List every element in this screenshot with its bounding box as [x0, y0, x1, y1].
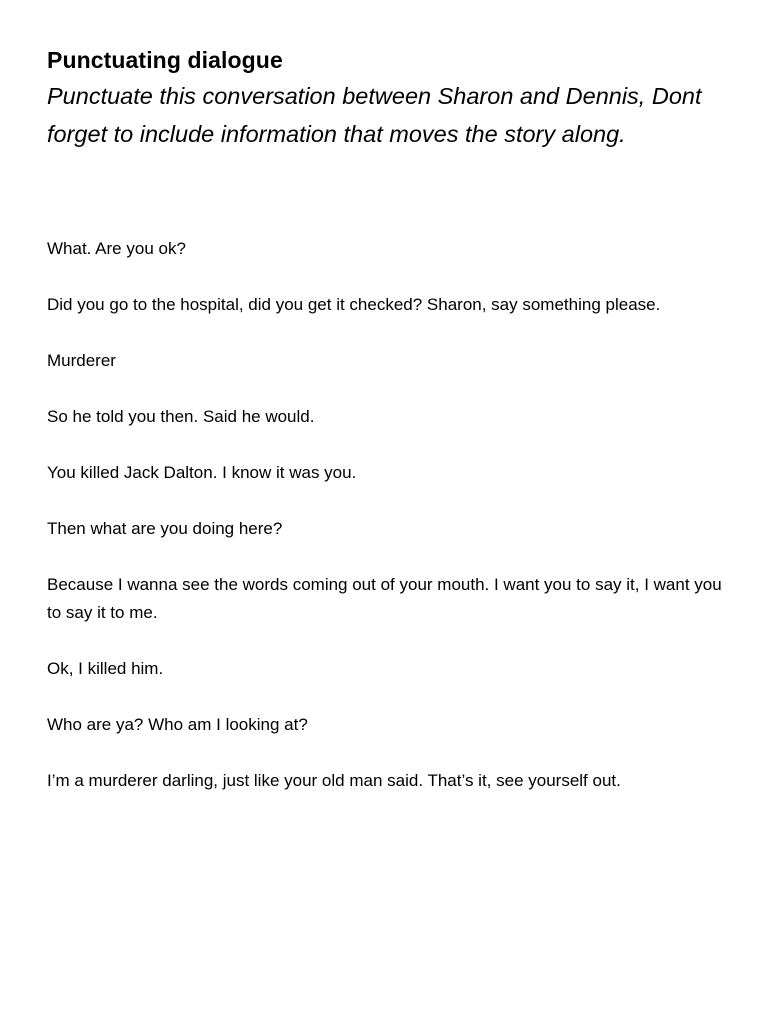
dialogue-line: Then what are you doing here? — [47, 519, 283, 538]
dialogue-line: Did you go to the hospital, did you get it checked? Sharon, say something please. — [47, 295, 661, 314]
dialogue-list — [47, 235, 722, 795]
dialogue-line: Murderer — [47, 351, 116, 370]
instruction-text: Punctuate this conversation between Sharon and Dennis, Dont forget to include information that moves the story along. — [47, 83, 702, 147]
dialogue-line: Ok, I killed him. — [47, 659, 164, 678]
dialogue-line: What. Are you ok? — [47, 239, 186, 258]
dialogue-line: Because I wanna see the words coming out of your mouth. I want you to say it, I want you to say it to me. — [47, 575, 722, 622]
page-title: Punctuating dialogue — [47, 47, 283, 73]
dialogue-line: Who are ya? Who am I looking at? — [47, 715, 308, 734]
dialogue-line: So he told you then. Said he would. — [47, 407, 315, 426]
dialogue-line: I’m a murderer darling, just like your old man said. That’s it, see yourself out. — [47, 771, 621, 790]
dialogue-line: You killed Jack Dalton. I know it was you. — [47, 463, 357, 482]
